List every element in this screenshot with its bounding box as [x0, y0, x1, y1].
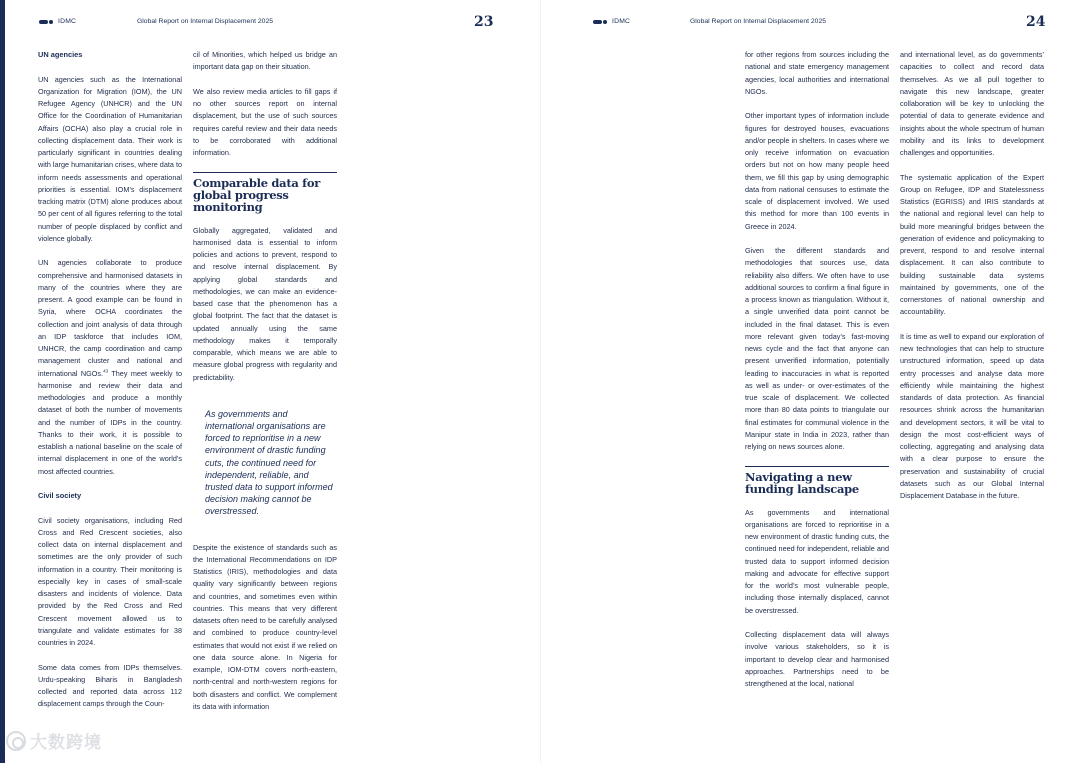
- paragraph-text: UN agencies collaborate to produce comprehensive and harmonised datasets in many of the countries where they are present. A good example can be found in Syria, where OCHA coordinates the collection and joint analysis of data through an IDP taskforce that includes IOM, UNHCR, the camp coordination and camp management cluster and national and international NGOs.: [38, 258, 182, 378]
- page-number: 24: [1026, 14, 1046, 30]
- paragraph: Civil society organisations, including Red Cross and Red Crescent societies, also collect data on internal displacement and sometimes are the only provider of such information in a country. Their monitoring is especially key in cases of small-scale disasters and incidents of violence. Data provided by the Red Cross and Red Crescent movement allowed us to triangulate and validate estimates for 38 countries in 2024.: [38, 515, 182, 647]
- text-column: [38, 49, 182, 711]
- text-column: [745, 49, 889, 690]
- idmc-logo: [593, 18, 630, 25]
- text-column: [193, 49, 337, 713]
- subheading: Civil society: [38, 491, 82, 500]
- paragraph: The systematic application of the Expert Group on Refugee, IDP and Statelessness Statistics (EGRISS) and IRIS standards at the national and regional level can help to build more meaningful bridges between the generation of evidence and policymaking to prevent, respond to and resolve internal displacement. It can also contribute to building sustainable data systems maintained by governments, one of the cornerstones of national ownership and accountability.: [900, 172, 1044, 317]
- section-title: Navigating a new funding landscape: [745, 469, 859, 496]
- idmc-logo-icon: [593, 20, 607, 24]
- paragraph-text: They meet weekly to harmonise and review their data and methodologies and produce a monthly dataset of both the number of movements and the number of IDPs in the country. Thanks to their work, it is possible to establish a national baseline on the scale of internal displacement in one of the world’s most affected countries.: [38, 368, 182, 476]
- page-right: [540, 0, 1080, 763]
- watermark-text: 大数跨境: [30, 733, 102, 752]
- page-header: [0, 13, 540, 33]
- paragraph: As governments and international organisations are forced to reprioritise in a new environment of drastic funding cuts, the continued need for independent, reliable and trusted data to support informed decision making and advocate for effective support for the world’s most vulnerable people, including those internally displaced, cannot be overstressed.: [745, 507, 889, 615]
- paragraph: It is time as well to expand our exploration of new technologies that can help to structure unstructured information, speed up data entry processes and analyse data more efficiently while maintaining the highest standards of data protection. As financial resources shrink across the humanitarian and development sectors, it will be vital to design the most cost-efficient ways of collecting, aggregating and analysing data with a clear purpose to ensure the preservation and sustainability of crucial datasets such as our Global Internal Displacement Database in the future.: [900, 331, 1044, 500]
- paragraph: Collecting displacement data will always involve various stakeholders, so it is important to develop clear and harmonised approaches. Partnerships need to be strengthened at the local, national: [745, 630, 889, 688]
- paragraph: Given the different standards and methodologies that sources use, data reliability also differs. We often have to use additional sources to confirm a final figure in a process known as triangulation. Without it, a single unverified data point cannot be included in the final dataset. This is even more relevant given today’s fast-moving news cycle and the fact that anyone can present unverified information, potentially leading to inaccuracies in what is reported as well as under- or over-estimates of the true scale of displacement. We collected more than 80 data points to triangulate our final estimates for communal violence in the Manipur state in India in 2023, rather than relying on news sources alone.: [745, 246, 889, 451]
- subheading: UN agencies: [38, 50, 83, 59]
- footnote-ref[interactable]: 43: [103, 368, 109, 374]
- paragraph: We also review media articles to fill gaps if no other sources report on internal displacement, but the use of such sources requires careful review and their data needs to be corroborated with additional information.: [193, 86, 337, 157]
- page-number: 23: [474, 14, 494, 30]
- pull-quote: As governments and international organisations are forced to reprioritise in a new environment of drastic funding cuts, the continued need for independent, reliable, and trusted data to support informed decision making cannot be overstressed.: [205, 408, 333, 517]
- paragraph: Some data comes from IDPs themselves. Urdu-speaking Biharis in Bangladesh collected and reported data across 112 displacement camps through the Coun-: [38, 662, 182, 709]
- text-column: [900, 49, 1044, 502]
- section-heading: [745, 466, 889, 495]
- paragraph: cil of Minorities, which helped us bridge an important data gap on their situation.: [193, 50, 337, 72]
- watermark-logo: [6, 728, 102, 753]
- page-header: [540, 13, 1080, 33]
- paragraph: Despite the existence of standards such as the International Recommendations on IDP Statistics (IRIS), methodologies and data quality vary significantly between regions and countries, and sometimes even within countries. This means that very different datasets often need to be carefully analysed and combined to produce country-level estimates that would not exist if we relied on one data source alone. In Nigeria for example, IOM-DTM covers north-eastern, north-central and north-western regions for both disasters and conflict. We complement its data with information: [193, 542, 337, 711]
- paragraph: and international level, as do governments’ capacities to collect and record data themselves. As we all pull together to navigate this new landscape, greater collaboration will be key to unlocking the potential of data to generate evidence and insights about the whole spectrum of human mobility and its links to development challenges and opportunities.: [900, 50, 1044, 157]
- report-title: Global Report on Internal Displacement 2025: [690, 18, 827, 25]
- idmc-logo-icon: [39, 20, 53, 24]
- section-title: Comparable data for global progress monitoring: [193, 175, 320, 214]
- report-title: Global Report on Internal Displacement 2025: [137, 18, 274, 25]
- paragraph: Other important types of information include figures for destroyed houses, evacuations and/or people in shelters. In cases where we only receive information on evacuation orders but not on how many people heed them, we fill this gap by using demographic data from national censuses to estimate the scale of displacement involved. We used this method for more than 100 events in Greece in 2024.: [745, 111, 889, 231]
- logo-text: IDMC: [612, 18, 631, 25]
- paragraph: UN agencies such as the International Organization for Migration (IOM), the UN Refugee Agency (UNHCR) and the UN Office for the Coordination of Humanitarian Affairs (OCHA) also play a crucial role in collecting displacement data. Their work is particularly significant in countries dealing with large humanitarian crises, where data to inform needs assessments and operational priorities is essential. IOM’s displacement tracking matrix (DTM) alone produces about 50 per cent of all figures referring to the total number of people displaced by conflict and violence globally.: [38, 74, 182, 243]
- paragraph: for other regions from sources including the national and state emergency management agencies, local authorities and international NGOs.: [745, 50, 889, 96]
- paragraph: Globally aggregated, validated and harmonised data is essential to inform policies and actions to prevent, respond to and resolve internal displacement. By applying global standards and methodologies, we can make an evidence-based case that the phenomenon has a global footprint. The fact that the dataset is updated annually using the same methodology makes it temporally comparable, which means we are able to measure global progress with regularity and predictability.: [193, 225, 337, 382]
- paragraph: [38, 257, 182, 478]
- logo-text: IDMC: [58, 18, 77, 25]
- watermark-icon: [6, 731, 26, 751]
- section-heading: [193, 172, 337, 213]
- idmc-logo: [39, 18, 76, 25]
